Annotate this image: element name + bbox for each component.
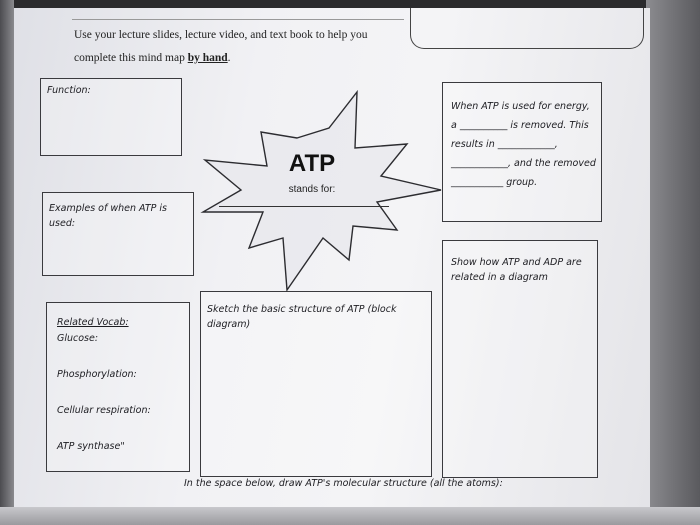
instructions-line-2-prefix: complete this mind map xyxy=(74,52,188,64)
related-vocab-title: Related Vocab: xyxy=(57,317,129,328)
sketch-structure-label: Sketch the basic structure of ATP (block diagram) xyxy=(207,304,397,330)
molecular-structure-instructions: In the space below, draw ATP's molecular structure (all the atoms): xyxy=(184,478,503,489)
examples-box xyxy=(42,192,194,276)
vocab-item-glucose: Glucose: xyxy=(57,333,99,344)
atp-adp-diagram-box xyxy=(442,240,598,478)
monitor-left-bezel xyxy=(0,0,14,525)
photo-bottom-strip xyxy=(0,507,700,525)
atp-title: ATP xyxy=(288,150,336,177)
name-box xyxy=(410,8,644,49)
function-label: Function: xyxy=(47,85,91,96)
instructions-line-1: Use your lecture slides, lecture video, and text book to help you xyxy=(74,29,368,41)
function-box xyxy=(40,78,182,156)
atp-adp-label: Show how ATP and ADP are related in a diagram xyxy=(451,257,582,283)
related-vocab-box xyxy=(46,302,190,472)
vocab-item-phosphorylation: Phosphorylation: xyxy=(57,369,137,380)
instructions-line-2 xyxy=(74,52,231,64)
stands-for-answer-line xyxy=(219,206,389,207)
examples-label: Examples of when ATP is used: xyxy=(49,203,167,229)
instructions-emphasis: by hand xyxy=(187,52,228,64)
worksheet-page xyxy=(14,8,650,508)
vocab-item-atp-synthase: ATP synthase" xyxy=(57,441,125,452)
monitor-right-bezel xyxy=(646,0,700,525)
atp-energy-text: When ATP is used for energy, a __________ is removed. This results in ____________, ____________, and the removed ___________ group. xyxy=(451,101,596,188)
header-rule xyxy=(72,19,404,20)
sketch-structure-box xyxy=(200,291,432,477)
atp-stands-for-label: stands for: xyxy=(288,184,336,195)
instructions-line-2-suffix: . xyxy=(227,52,231,64)
vocab-item-cellular-respiration: Cellular respiration: xyxy=(57,405,151,416)
atp-energy-box xyxy=(442,82,602,222)
